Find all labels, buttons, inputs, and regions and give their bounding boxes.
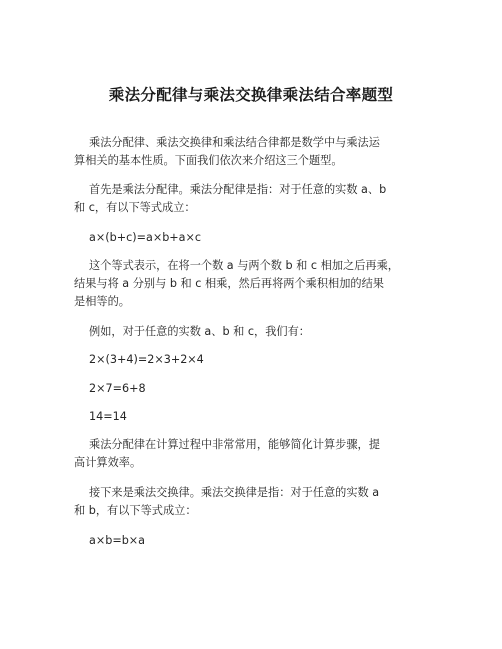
example-intro: 例如，对于任意的实数 a、b 和 c，我们有： bbox=[89, 325, 310, 338]
paragraph-line: 这个等式表示，在将一个数 a 与两个数 b 和 c 相加之后再乘， bbox=[89, 259, 399, 272]
paragraph-distributive-explanation bbox=[74, 257, 454, 311]
paragraph-commutative-definition bbox=[74, 484, 454, 520]
paragraph-line: 高计算效率。 bbox=[74, 456, 142, 469]
example-formula-3: 14=14 bbox=[89, 410, 127, 423]
paragraph-line: 结果与将 a 分别与 b 和 c 相乘，然后再将两个乘积相加的结果 bbox=[74, 277, 384, 290]
paragraph-line: 和 c，有以下等式成立： bbox=[74, 201, 196, 214]
distributive-formula: a×(b+c)=a×b+a×c bbox=[89, 231, 202, 244]
paragraph-line: 接下来是乘法交换律。乘法交换律是指：对于任意的实数 a bbox=[89, 486, 380, 499]
example-formula-2: 2×7=6+8 bbox=[89, 382, 146, 395]
paragraph-line: 和 b，有以下等式成立： bbox=[74, 504, 197, 517]
paragraph-distributive-definition bbox=[74, 181, 454, 217]
paragraph-line: 乘法分配律、乘法交换律和乘法结合律都是数学中与乘法运 bbox=[89, 136, 380, 149]
paragraph-intro bbox=[74, 134, 454, 170]
document-title: 乘法分配律与乘法交换律乘法结合率题型 bbox=[108, 86, 394, 104]
paragraph-line: 乘法分配律在计算过程中非常常用，能够简化计算步骤，提 bbox=[89, 438, 380, 451]
paragraph-line: 首先是乘法分配律。乘法分配律是指：对于任意的实数 a、b bbox=[89, 183, 387, 196]
paragraph-distributive-usage bbox=[74, 436, 454, 472]
example-formula-1: 2×(3+4)=2×3+2×4 bbox=[89, 353, 204, 366]
paragraph-line: 是相等的。 bbox=[74, 295, 130, 308]
commutative-formula: a×b=b×a bbox=[89, 534, 146, 547]
paragraph-line: 算相关的基本性质。下面我们依次来介绍这三个题型。 bbox=[74, 154, 343, 167]
